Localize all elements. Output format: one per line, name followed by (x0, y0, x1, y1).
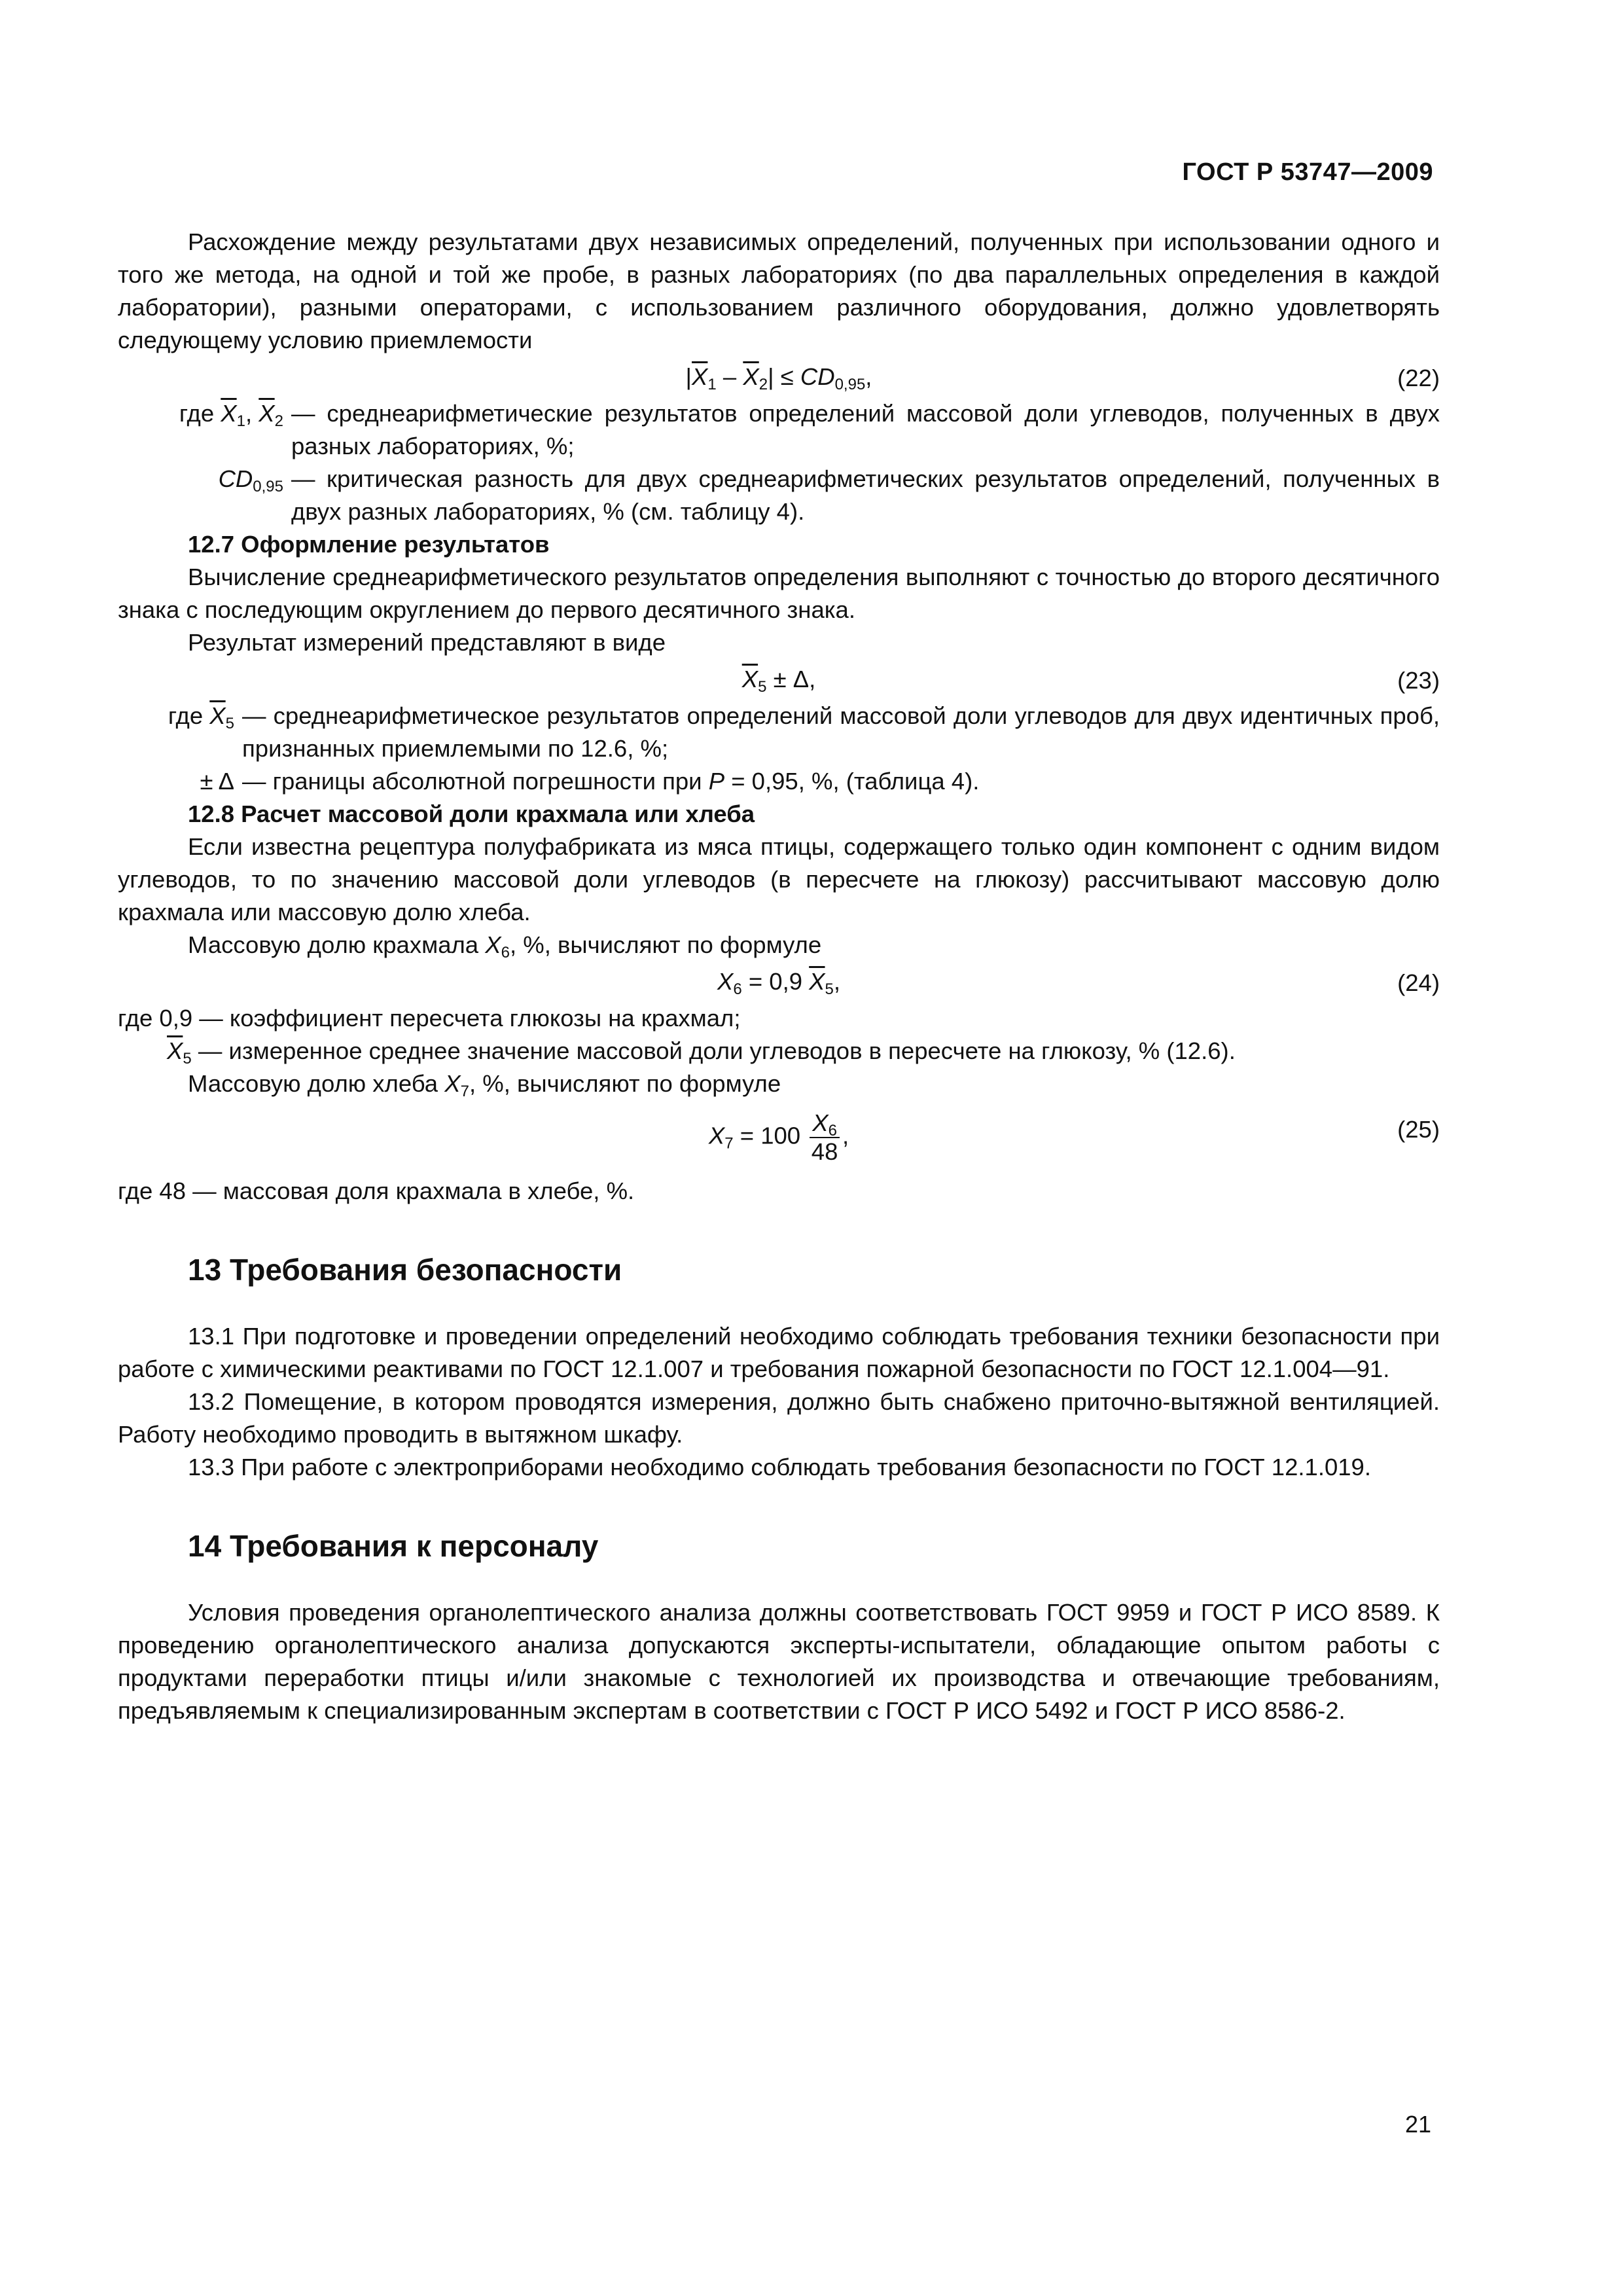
definition-x5: где $\overline{X}_5$ — среднеарифметическое результатов определений массовой доли углеводов для двух идентичных проб, признанных приемлемыми по 12.6, %; (168, 702, 1440, 762)
section-title-14: 14 Требования к персоналу (188, 1529, 599, 1563)
fraction: $\frac{X_6}{48}$ (810, 1109, 840, 1166)
definition-delta: ± Δ — границы абсолютной погрешности при P = 0,95, %, (таблица 4). (200, 768, 980, 795)
formula-number: (24) (1397, 969, 1440, 996)
paragraph: Вычисление среднеарифметического результатов определения выполняют с точностью до второго десятичного знака с последующим округлением до первого десятичного знака. (118, 564, 1440, 623)
formula-23: $\overline{X}_5 \pm \Delta$, (23) (741, 666, 1440, 696)
formula-22: $|\overline{X}_1 - \overline{X}_2| \le CD_{0,95}$, (22) (685, 363, 1440, 393)
formula-25: $X_7 = 100$ $\frac{X_6}{48}$ , (25) (708, 1109, 1440, 1165)
page-content (118, 226, 1440, 1727)
definition-48: где 48 — массовая доля крахмала в хлебе, %. (118, 1177, 635, 1204)
subsection-title-12-8: 12.8 Расчет массовой доли крахмала или хлеба (188, 800, 755, 827)
paragraph: Массовую долю крахмала $X_6$, %, вычисляют по формуле (188, 931, 822, 961)
definition-x5-measured: $\overline{X}_5$ — измеренное среднее значение массовой доли углеводов в пересчете на глюкозу, % (12.6). (167, 1037, 1236, 1067)
formula-number: (25) (1397, 1116, 1440, 1143)
formula-number: (22) (1397, 365, 1440, 391)
formula-24: $X_6 = 0,9$ $\overline{X}_5$, (24) (717, 968, 1440, 998)
definition-cd: $CD_{0,95}$ — критическая разность для двух среднеарифметических результатов определений, полученных в двух разных лабораториях, % (см. таблицу 4). (218, 465, 1440, 525)
paragraph: Массовую долю хлеба $X_7$, %, вычисляют по формуле (188, 1070, 781, 1100)
definition-x1-x2: где $\overline{X}_1$, $\overline{X}_2$ — среднеарифметические результатов определений массовой доли углеводов, полученных в двух разных лабораториях, %; (179, 400, 1440, 459)
definition-0-9: где 0,9 — коэффициент пересчета глюкозы на крахмал; (118, 1005, 741, 1031)
formula-number: (23) (1397, 667, 1440, 694)
paragraph: Результат измерений представляют в виде (188, 629, 666, 656)
paragraph-13-2: 13.2 Помещение, в котором проводятся измерения, должно быть снабжено приточно-вытяжной вентиляцией. Работу необходимо проводить в вытяжном шкафу. (118, 1388, 1440, 1448)
subsection-title-12-7: 12.7 Оформление результатов (188, 531, 550, 558)
paragraph-13-1: 13.1 При подготовке и проведении определений необходимо соблюдать требования техники безопасности при работе с химическими реактивами по ГОСТ 12.1.007 и требования пожарной безопасности по ГОСТ 12.1.004—91. (118, 1323, 1440, 1382)
paragraph-13-3: 13.3 При работе с электроприборами необходимо соблюдать требования безопасности по ГОСТ 12.1.019. (188, 1454, 1371, 1480)
section-title-13: 13 Требования безопасности (188, 1253, 622, 1287)
paragraph-14: Условия проведения органолептического анализа должны соответствовать ГОСТ 9959 и ГОСТ Р ИСО 8589. К проведению органолептического анализа допускаются эксперты-испытатели, обладающие опытом работы с продуктами переработки птицы и/или знакомые с технологией их производства и отвечающие требованиям, предъявляемым к специализированным экспертам в соответствии с ГОСТ Р ИСО 5492 и ГОСТ Р ИСО 8586-2. (118, 1599, 1440, 1724)
paragraph-reproducibility: Расхождение между результатами двух независимых определений, полученных при использовании одного и того же метода, на одной и той же пробе, в разных лабораториях (по два параллельных определения в каждой лаборатории), разными операторами, с использованием различного оборудования, должно удовлетворять следующему условию приемлемости (118, 228, 1440, 353)
document-header: ГОСТ Р 53747—2009 (1182, 158, 1433, 186)
page-number: 21 (1404, 2111, 1431, 2138)
paragraph: Если известна рецептура полуфабриката из мяса птицы, содержащего только один компонент с одним видом углеводов, то по значению массовой доли углеводов (в пересчете на глюкозу) рассчитывают массовую долю крахмала или массовую долю хлеба. (118, 833, 1440, 925)
